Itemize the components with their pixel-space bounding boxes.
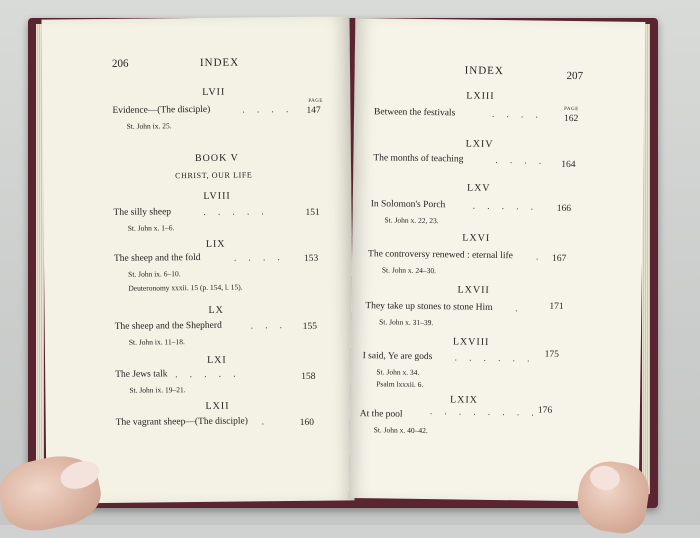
entry-title: I said, Ye are gods <box>362 351 433 363</box>
section-numeral: LX <box>208 304 224 316</box>
scripture-reference: St. John x. 40–42. <box>373 425 428 436</box>
section-numeral: LXIV <box>465 138 494 150</box>
entry-title: They take up stones to stone Him <box>365 301 493 313</box>
leader-dots: . . . . <box>495 154 547 166</box>
leader-dots: . . . . <box>233 252 285 263</box>
leader-dots: . . . . . <box>175 368 241 380</box>
leader-dots: . <box>515 303 523 314</box>
entry-title: At the pool <box>359 409 403 420</box>
scripture-reference: St. John ix. 19–21. <box>129 385 186 395</box>
entry-page: 158 <box>301 371 316 382</box>
left-page <box>41 16 354 503</box>
entry-title: The controversy renewed : eternal life <box>367 249 513 262</box>
entry-page: 155 <box>302 321 318 332</box>
section-numeral: LVIII <box>203 190 231 202</box>
scripture-reference: St. John ix. 25. <box>126 121 172 131</box>
section-numeral: LXIII <box>466 90 495 102</box>
section-numeral: LXI <box>206 354 227 366</box>
scripture-reference: Deuteronomy xxxii. 15 (p. 154, l. 15). <box>128 282 243 293</box>
entry-page: 162 <box>563 113 579 125</box>
section-numeral: LXVI <box>462 232 491 244</box>
entry-page: 153 <box>303 253 319 264</box>
leader-dots: . . . . . <box>203 206 269 217</box>
entry-page: 167 <box>551 253 567 264</box>
entry-title: Evidence—(The disciple) <box>112 104 211 116</box>
entry-title: In Solomon's Porch <box>370 199 446 211</box>
entry-title: The vagrant sheep—(The disciple) <box>115 416 248 428</box>
page-header: INDEX <box>464 64 504 78</box>
page-column-label: PAGE <box>308 98 323 104</box>
section-numeral: LXII <box>205 400 230 412</box>
section-numeral: LXV <box>466 182 491 194</box>
leader-dots: . . . . . <box>472 200 539 212</box>
scripture-reference: Psalm lxxxii. 6. <box>376 379 424 389</box>
entry-title: The months of teaching <box>373 153 464 165</box>
entry-title: Between the festivals <box>373 107 456 119</box>
leader-dots: . . . . <box>491 108 543 120</box>
section-numeral: LIX <box>205 238 226 250</box>
leader-dots: . <box>261 416 269 427</box>
scripture-reference: St. John ix. 6–10. <box>128 269 181 279</box>
entry-title: The sheep and the fold <box>113 252 201 264</box>
entry-title: The sheep and the Shepherd <box>114 320 222 332</box>
entry-page: 166 <box>556 203 572 215</box>
section-numeral: LXVII <box>457 284 490 296</box>
entry-page: 151 <box>305 207 320 218</box>
entry-title: The Jews talk <box>115 369 168 380</box>
book-subheading: CHRIST, OUR LIFE <box>175 170 253 181</box>
entry-page: 147 <box>306 105 321 116</box>
entry-page: 175 <box>544 349 560 360</box>
scripture-reference: St. John x. 31–39. <box>379 317 434 328</box>
leader-dots: . . . . . . . . <box>429 406 539 418</box>
scripture-reference: St. John x. 24–30. <box>381 265 437 276</box>
page-header: INDEX <box>199 56 240 69</box>
entry-page: 160 <box>299 417 315 428</box>
right-page <box>349 18 646 502</box>
scripture-reference: St. John x. 34. <box>376 367 420 377</box>
section-numeral: LXIX <box>449 394 479 406</box>
leader-dots: . <box>535 251 544 262</box>
section-numeral: LXVIII <box>452 336 490 348</box>
page-column-label: PAGE <box>564 106 579 113</box>
entry-page: 164 <box>561 159 576 171</box>
entry-title: The silly sheep <box>113 207 172 218</box>
scripture-reference: St. John ix. 11–18. <box>128 337 185 347</box>
scripture-reference: St. John x. 1–6. <box>127 223 175 233</box>
section-numeral: LVII <box>202 86 226 98</box>
page-number: 207 <box>566 69 584 83</box>
entry-page: 176 <box>537 405 553 416</box>
book-heading: BOOK V <box>194 152 239 165</box>
leader-dots: . . . . . . <box>454 352 535 364</box>
page-number: 206 <box>111 57 129 70</box>
leader-dots: . . . . <box>242 103 294 115</box>
scripture-reference: St. John x. 22, 23. <box>384 215 439 226</box>
leader-dots: . . . <box>250 320 287 331</box>
entry-page: 171 <box>549 301 564 312</box>
